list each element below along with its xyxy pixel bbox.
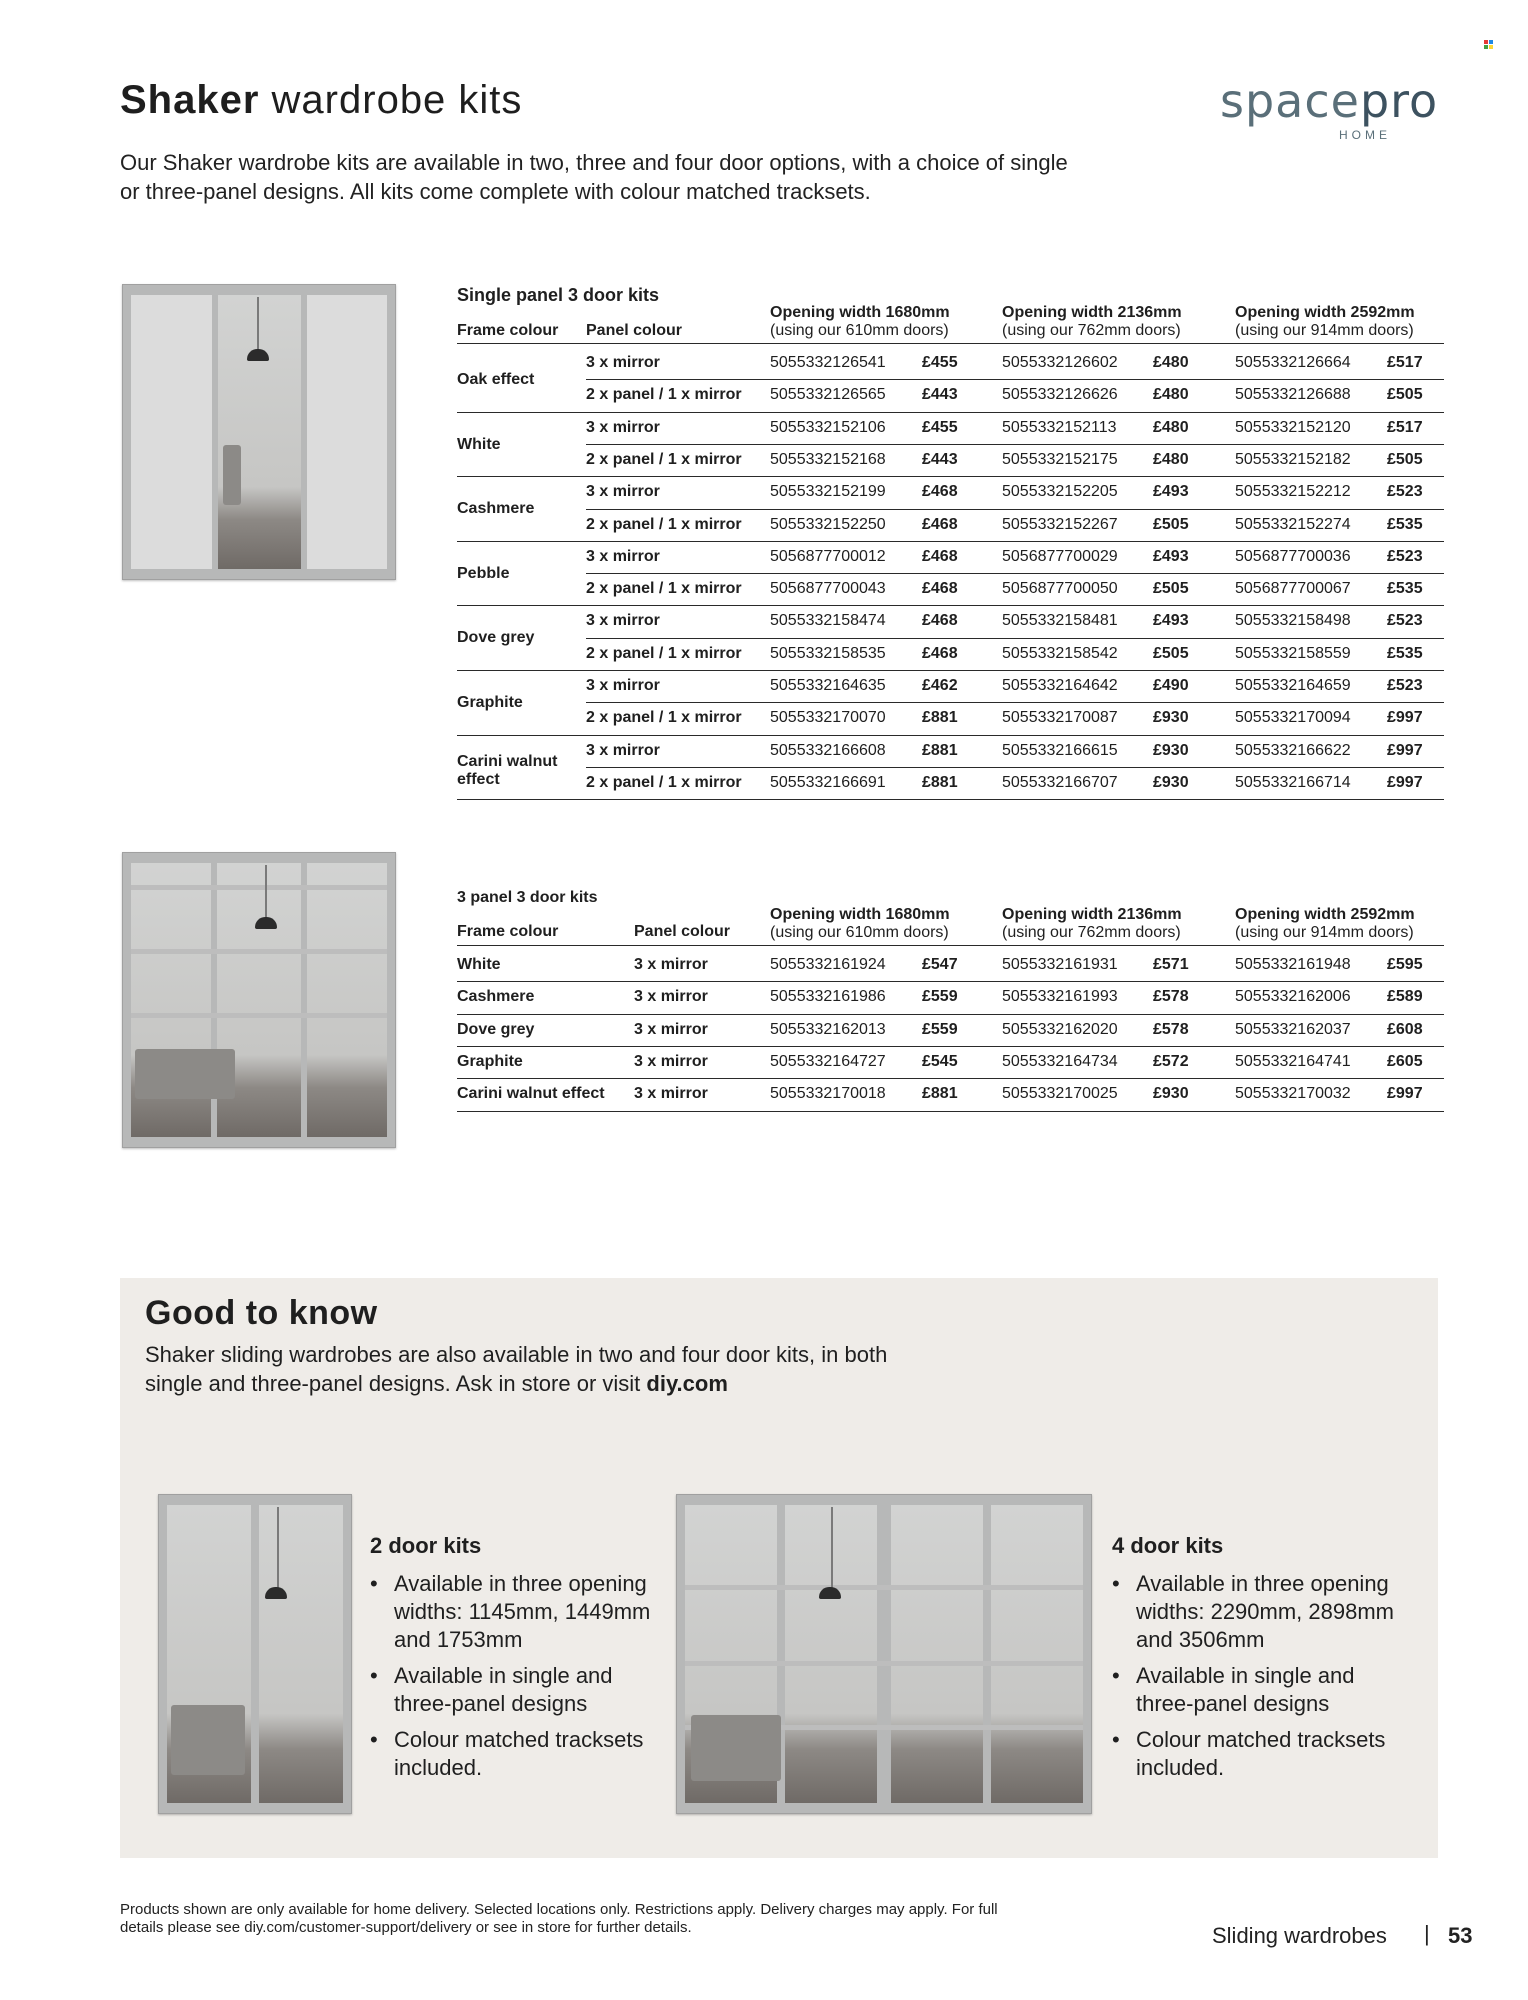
frame-colour-cell: Graphite [457,694,523,711]
panel-colour-cell: 3 x mirror [634,988,708,1006]
frame-colour-cell: White [457,435,501,453]
panel-colour-cell: 3 x mirror [634,1020,708,1038]
row-rule [586,702,1444,703]
row-rule [586,767,1444,768]
four-colour-square-icon [1484,40,1493,49]
product-code-cell: 5056877700043 [770,580,886,598]
product-code-cell: 5055332170087 [1002,709,1118,727]
price-cell: £523 [1387,677,1423,694]
panel-colour-cell: 3 x mirror [634,956,708,973]
product-code-cell: 5055332164727 [770,1052,886,1070]
page-number: 53 [1448,1923,1473,1948]
product-code-cell: 5055332126541 [770,354,886,371]
price-cell: £517 [1387,354,1423,371]
price-cell: £455 [922,354,958,371]
page-separator: | [1424,1921,1430,1946]
panel-colour-cell: 2 x panel / 1 x mirror [586,644,742,662]
product-code-cell: 5055332158535 [770,644,886,662]
product-code-cell: 5055332164741 [1235,1052,1351,1070]
title-rest: wardrobe kits [271,78,523,122]
price-cell: £930 [1153,709,1189,727]
price-cell: £997 [1387,709,1423,727]
table2-col-width-3: Opening width 2592mm (using our 914mm doors) [1235,906,1415,941]
four-door-wardrobe-image [676,1494,1092,1814]
group-rule [457,412,1444,413]
group-rule [457,541,1444,542]
row-rule [457,1046,1444,1047]
spacepro-logo [1220,74,1439,142]
panel-colour-cell: 2 x panel / 1 x mirror [586,773,742,791]
price-cell: £505 [1387,386,1423,404]
price-cell: £493 [1153,483,1189,501]
panel-colour-cell: 2 x panel / 1 x mirror [586,580,742,598]
price-cell: £930 [1153,741,1189,759]
product-code-cell: 5055332161931 [1002,956,1118,973]
product-code-cell: 5056877700067 [1235,580,1351,598]
product-code-cell: 5056877700029 [1002,547,1118,565]
product-code-cell: 5055332152267 [1002,515,1118,533]
four-door-bullet: • Available in three opening widths: 2290mm, 2898mm and 3506mm [1112,1570,1412,1654]
panel-colour-cell: 3 x mirror [586,677,660,694]
price-cell: £468 [922,483,958,501]
price-cell: £443 [922,450,958,468]
price-cell: £480 [1153,354,1189,371]
panel-colour-cell: 3 x mirror [586,741,660,759]
row-rule [586,379,1444,380]
row-rule [457,1014,1444,1015]
price-cell: £523 [1387,547,1423,565]
product-code-cell: 5055332166615 [1002,741,1118,759]
price-cell: £881 [922,709,958,727]
price-cell: £578 [1153,988,1189,1006]
price-cell: £571 [1153,956,1189,973]
price-cell: £517 [1387,418,1423,436]
product-code-cell: 5055332166691 [770,773,886,791]
price-cell: £545 [922,1052,958,1070]
product-code-cell: 5055332166714 [1235,773,1351,791]
row-rule [586,509,1444,510]
product-code-cell: 5055332152175 [1002,450,1118,468]
product-code-cell: 5055332126626 [1002,386,1118,404]
product-code-cell: 5055332164642 [1002,677,1118,694]
section-name: Sliding wardrobes [1212,1923,1387,1948]
product-code-cell: 5055332152120 [1235,418,1351,436]
product-code-cell: 5055332162013 [770,1020,886,1038]
frame-colour-cell: Carini walnut effect [457,752,558,788]
panel-colour-cell: 3 x mirror [586,483,660,501]
table1-col-width-2: Opening width 2136mm (using our 762mm doors) [1002,304,1182,339]
price-cell: £930 [1153,1085,1189,1103]
product-code-cell: 5055332126565 [770,386,886,404]
price-cell: £505 [1153,515,1189,533]
price-cell: £535 [1387,515,1423,533]
product-code-cell: 5055332166707 [1002,773,1118,791]
panel-colour-cell: 2 x panel / 1 x mirror [586,450,742,468]
product-code-cell: 5055332170025 [1002,1085,1118,1103]
row-rule [457,1078,1444,1079]
price-cell: £881 [922,741,958,759]
price-cell: £535 [1387,644,1423,662]
table1-col-width-3: Opening width 2592mm (using our 914mm doors) [1235,304,1415,339]
table2-col-frame: Frame colour [457,923,559,940]
single-panel-wardrobe-image [122,284,396,580]
page-title [120,78,522,123]
table1-header-rule [457,343,1444,344]
panel-colour-cell: 3 x mirror [586,418,660,436]
logo-pro: pro [1359,74,1439,128]
product-code-cell: 5055332126602 [1002,354,1118,371]
panel-colour-cell: 3 x mirror [586,354,660,371]
three-panel-wardrobe-image [122,852,396,1148]
product-code-cell: 5055332152212 [1235,483,1351,501]
table2-col-width-1: Opening width 1680mm (using our 610mm doors) [770,906,950,941]
table2-col-width-2: Opening width 2136mm (using our 762mm doors) [1002,906,1182,941]
price-cell: £455 [922,418,958,436]
panel-colour-cell: 2 x panel / 1 x mirror [586,386,742,404]
good-to-know-text: Shaker sliding wardrobes are also available in two and four door kits, in both single and three-panel designs. Ask in store or visit [145,1342,888,1396]
product-code-cell: 5055332161924 [770,956,886,973]
frame-colour-cell: Cashmere [457,988,535,1006]
frame-colour-cell: Carini walnut effect [457,1085,605,1103]
product-code-cell: 5056877700050 [1002,580,1118,598]
four-door-bullet: • Colour matched tracksets included. [1112,1726,1412,1782]
product-code-cell: 5055332162020 [1002,1020,1118,1038]
price-cell: £997 [1387,1085,1423,1103]
group-rule [457,735,1444,736]
product-code-cell: 5055332170094 [1235,709,1351,727]
footnote: Products shown are only available for home delivery. Selected locations only. Restrictions apply. Delivery charges may apply. For full details please see diy.com/customer-support/delivery or see in store for further details. [120,1901,998,1936]
panel-colour-cell: 3 x mirror [586,612,660,630]
product-code-cell: 5056877700036 [1235,547,1351,565]
product-code-cell: 5055332158474 [770,612,886,630]
group-rule [457,799,1444,800]
product-code-cell: 5055332158559 [1235,644,1351,662]
table1-col-frame: Frame colour [457,322,559,339]
product-code-cell: 5055332158498 [1235,612,1351,630]
row-rule [586,638,1444,639]
product-code-cell: 5055332170032 [1235,1085,1351,1103]
two-door-bullet: • Available in three opening widths: 1145mm, 1449mm and 1753mm [370,1570,670,1654]
product-code-cell: 5055332126688 [1235,386,1351,404]
product-code-cell: 5055332152182 [1235,450,1351,468]
product-code-cell: 5055332161948 [1235,956,1351,973]
product-code-cell: 5055332164635 [770,677,886,694]
good-to-know-title: Good to know [145,1294,378,1332]
price-cell: £493 [1153,547,1189,565]
price-cell: £572 [1153,1052,1189,1070]
product-code-cell: 5055332164734 [1002,1052,1118,1070]
frame-colour-cell: Dove grey [457,629,535,647]
product-code-cell: 5055332126664 [1235,354,1351,371]
two-door-title: 2 door kits [370,1533,482,1558]
price-cell: £523 [1387,483,1423,501]
frame-colour-cell: Dove grey [457,1020,535,1038]
price-cell: £881 [922,1085,958,1103]
row-rule [586,444,1444,445]
panel-colour-cell: 3 x mirror [634,1085,708,1103]
product-code-cell: 5055332152199 [770,483,886,501]
frame-colour-cell: Cashmere [457,500,535,518]
price-cell: £468 [922,547,958,565]
product-code-cell: 5055332152274 [1235,515,1351,533]
product-code-cell: 5056877700012 [770,547,886,565]
row-rule [457,1111,1444,1112]
two-door-list [370,1570,670,1790]
table2-caption: 3 panel 3 door kits [457,889,598,906]
product-code-cell: 5055332164659 [1235,677,1351,694]
product-code-cell: 5055332170018 [770,1085,886,1103]
logo-sub: HOME [1339,128,1391,142]
price-cell: £480 [1153,450,1189,468]
logo-space: space [1220,74,1360,128]
price-cell: £468 [922,580,958,598]
product-code-cell: 5055332162037 [1235,1020,1351,1038]
table2-col-panel: Panel colour [634,923,731,940]
price-cell: £997 [1387,773,1423,791]
price-cell: £523 [1387,612,1423,630]
table2-header-rule [457,945,1444,946]
product-code-cell: 5055332170070 [770,709,886,727]
price-cell: £535 [1387,580,1423,598]
row-rule [457,981,1444,982]
price-cell: £589 [1387,988,1423,1006]
price-cell: £881 [922,773,958,791]
two-door-bullet: • Available in single and three-panel designs [370,1662,670,1718]
product-code-cell: 5055332152168 [770,450,886,468]
intro-text: Our Shaker wardrobe kits are available in two, three and four door options, with a choice of single or three-panel designs. All kits come complete with colour matched tracksets. [120,150,1068,204]
price-cell: £595 [1387,956,1423,973]
price-cell: £930 [1153,773,1189,791]
product-code-cell: 5055332158542 [1002,644,1118,662]
price-cell: £493 [1153,612,1189,630]
frame-colour-cell: Graphite [457,1052,523,1070]
table1-col-width-1: Opening width 1680mm (using our 610mm doors) [770,304,950,339]
product-code-cell: 5055332161993 [1002,988,1118,1006]
row-rule [586,573,1444,574]
group-rule [457,476,1444,477]
price-cell: £505 [1153,644,1189,662]
product-code-cell: 5055332162006 [1235,988,1351,1006]
price-cell: £480 [1153,418,1189,436]
price-cell: £578 [1153,1020,1189,1038]
product-code-cell: 5055332161986 [770,988,886,1006]
price-cell: £468 [922,612,958,630]
product-code-cell: 5055332152205 [1002,483,1118,501]
four-door-bullet: • Available in single and three-panel designs [1112,1662,1412,1718]
group-rule [457,605,1444,606]
product-code-cell: 5055332166608 [770,741,886,759]
panel-colour-cell: 2 x panel / 1 x mirror [586,709,742,727]
title-bold: Shaker [120,78,260,122]
good-to-know-body [145,1340,945,1398]
price-cell: £605 [1387,1052,1423,1070]
four-door-title: 4 door kits [1112,1533,1224,1558]
price-cell: £608 [1387,1020,1423,1038]
frame-colour-cell: Pebble [457,564,510,582]
product-code-cell: 5055332152106 [770,418,886,436]
frame-colour-cell: Oak effect [457,371,535,388]
price-cell: £559 [922,988,958,1006]
two-door-bullet: • Colour matched tracksets included. [370,1726,670,1782]
two-door-wardrobe-image [158,1494,352,1814]
price-cell: £480 [1153,386,1189,404]
group-rule [457,670,1444,671]
price-cell: £490 [1153,677,1189,694]
product-code-cell: 5055332152250 [770,515,886,533]
product-code-cell: 5055332158481 [1002,612,1118,630]
price-cell: £468 [922,644,958,662]
product-code-cell: 5055332152113 [1002,418,1117,436]
price-cell: £505 [1387,450,1423,468]
panel-colour-cell: 3 x mirror [586,547,660,565]
price-cell: £468 [922,515,958,533]
panel-colour-cell: 2 x panel / 1 x mirror [586,515,742,533]
price-cell: £462 [922,677,958,694]
four-door-list [1112,1570,1412,1790]
price-cell: £997 [1387,741,1423,759]
price-cell: £547 [922,956,958,973]
table1-caption: Single panel 3 door kits [457,285,660,305]
frame-colour-cell: White [457,956,501,973]
panel-colour-cell: 3 x mirror [634,1052,708,1070]
table1-col-panel: Panel colour [586,322,683,339]
price-cell: £443 [922,386,958,404]
price-cell: £559 [922,1020,958,1038]
product-code-cell: 5055332166622 [1235,741,1351,759]
price-cell: £505 [1153,580,1189,598]
diy-link[interactable]: diy.com [646,1371,728,1396]
